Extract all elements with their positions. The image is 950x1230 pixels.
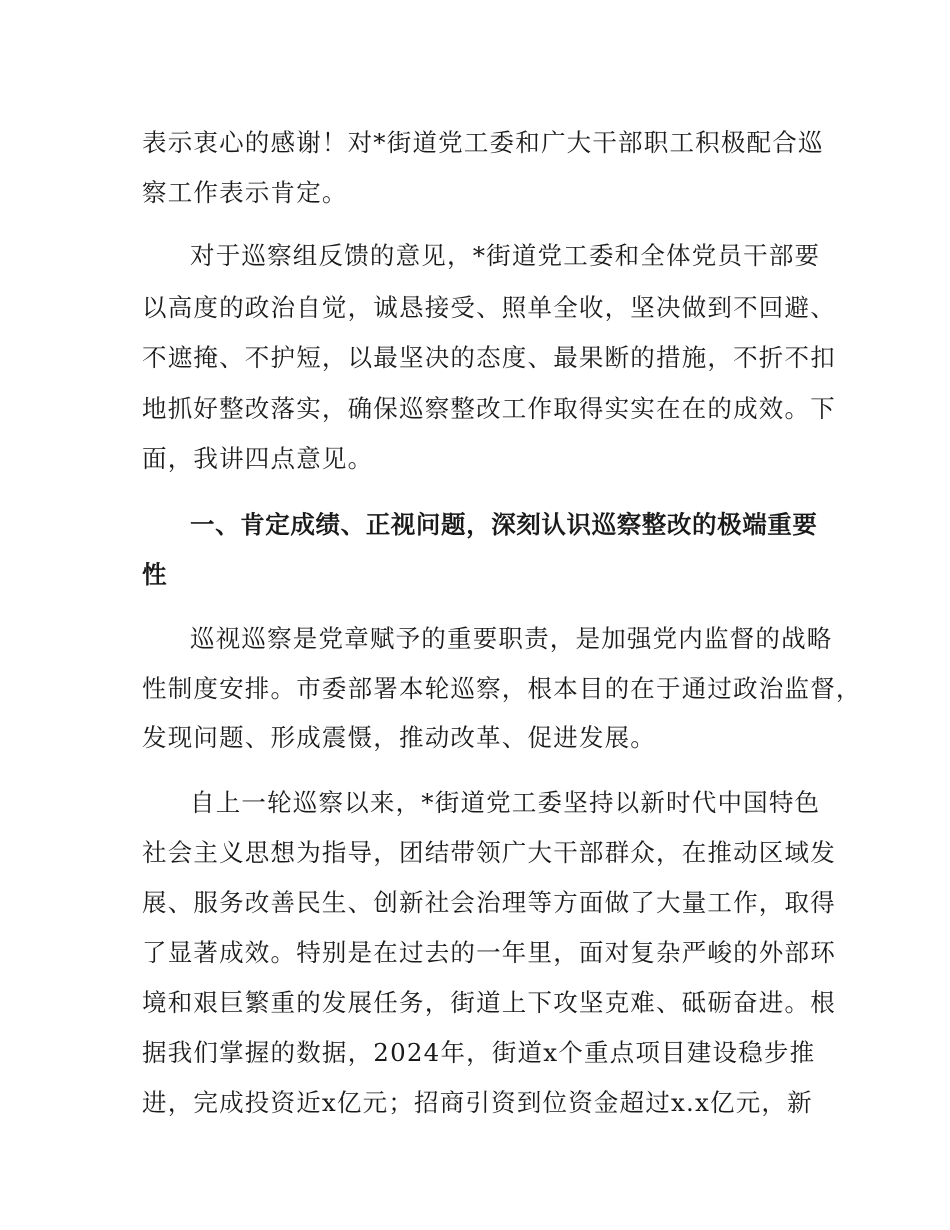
text-line: 展、服务改善民生、创新社会治理等方面做了大量工作，取得 (142, 888, 836, 917)
text-line: 自上一轮巡察以来，*街道党工委坚持以新时代中国特色 (190, 788, 821, 817)
text-line: 性制度安排。市委部署本轮巡察，根本目的在于通过政治监督， (142, 674, 862, 703)
heading-line: 一、肯定成绩、正视问题，深刻认识巡察整改的极端重要 (190, 510, 818, 539)
heading-line: 性 (142, 560, 168, 589)
text-line: 社会主义思想为指导，团结带领广大干部群众，在推动区域发 (142, 838, 836, 867)
text-line: 以高度的政治自觉，诚恳接受、照单全收，坚决做到不回避、 (142, 293, 836, 322)
text-line: 据我们掌握的数据，2024年，街道x个重点项目建设稳步推 (142, 1038, 816, 1067)
text-line: 对于巡察组反馈的意见，*街道党工委和全体党员干部要 (190, 241, 821, 270)
text-line: 境和艰巨繁重的发展任务，街道上下攻坚克难、砥砺奋进。根 (142, 988, 836, 1017)
text-line: 进，完成投资近x亿元；招商引资到位资金超过x.x亿元，新 (142, 1088, 813, 1117)
text-line: 面，我讲四点意见。 (142, 444, 374, 473)
text-line: 巡视巡察是党章赋予的重要职责，是加强党内监督的战略 (190, 624, 833, 653)
text-line: 了显著成效。特别是在过去的一年里，面对复杂严峻的外部环 (142, 938, 836, 967)
text-line: 发现问题、形成震慑，推动改革、促进发展。 (142, 723, 656, 752)
text-line: 地抓好整改落实，确保巡察整改工作取得实实在在的成效。下 (142, 394, 836, 423)
text-line: 不遮掩、不护短，以最坚决的态度、最果断的措施，不折不扣 (142, 343, 836, 372)
text-line: 表示衷心的感谢！对*街道党工委和广大干部职工积极配合巡 (142, 128, 824, 157)
text-line: 察工作表示肯定。 (142, 178, 348, 207)
